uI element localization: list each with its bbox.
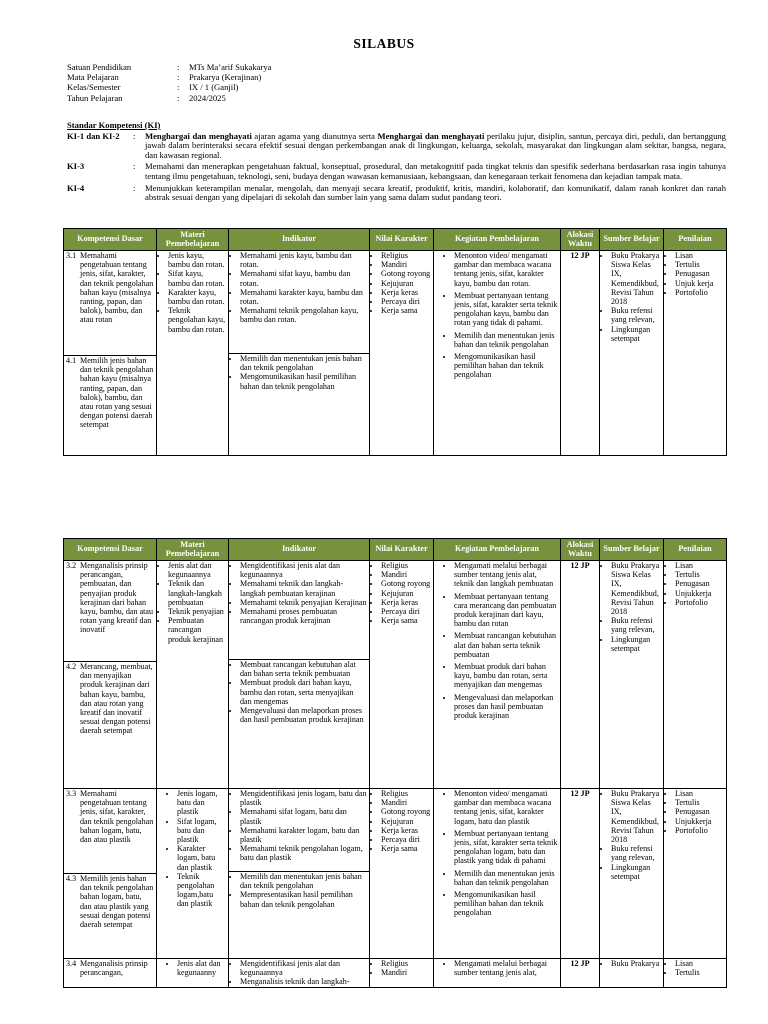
indikator-cell [229, 789, 370, 959]
list-item: • Lingkungan setempat [611, 863, 661, 881]
sumber-belajar-cell [600, 561, 664, 789]
list-item: • Portofolio [675, 288, 724, 297]
indikator-group [231, 251, 367, 353]
kompetensi-dasar-cell [64, 959, 157, 988]
column-header: Sumber Belajar [600, 229, 664, 251]
bullet-list [231, 561, 367, 625]
list-item: • Karakter logam, batu dan plastik [177, 844, 226, 872]
table-row [64, 959, 727, 988]
list-item: • Penugasan [675, 269, 724, 278]
list-item: • Tertulis [675, 260, 724, 269]
indikator-cell [229, 251, 370, 456]
column-header: Materi Pemebelajaran [157, 229, 229, 251]
kd-item [66, 561, 154, 661]
column-header: Kompetensi Dasar [64, 229, 157, 251]
list-item: • Religius [381, 789, 431, 798]
list-item: • Membuat pertanyaan tentang cara merancang dan pembuatan produk kerajinan dari kayu, bambu dan rotan [454, 592, 558, 629]
column-header: Indikator [229, 539, 370, 561]
list-item: • Mandiri [381, 798, 431, 807]
list-item: • Portofolio [675, 826, 724, 835]
ki-row: KI-1 dan KI-2 : Menghargai dan menghayati ajaran agama yang dianutnya serta Menghargai dan menghayati perilaku jujur, disiplin, santun, percaya diri, peduli, dan bertanggung jawab dalam berinteraksi secara efektif sesuai dengan perkembangan anak di lingkungan, keluarga, sekolah, masyarakat dan lingkungan alam sekitar, bangsa, negara, dan kawasan regional. [67, 130, 726, 160]
bullet-list [602, 959, 661, 968]
list-item: • Lisan [675, 789, 724, 798]
info-value: IX / 1 (Ganjil) [189, 82, 239, 93]
bullet-list [602, 789, 661, 881]
list-item: • Memilih dan menentukan jenis bahan dan teknik pengolahan [454, 869, 558, 887]
column-header: Penilaian [664, 539, 727, 561]
info-row: Kelas/Semester : IX / 1 (Ganjil) [67, 82, 239, 93]
list-item: • Lisan [675, 561, 724, 570]
list-item: • Mandiri [381, 260, 431, 269]
list-item: • Unjukkerja [675, 589, 724, 598]
kd-number: 4.3 [66, 874, 77, 883]
info-value: Prakarya (Kerajinan) [189, 72, 262, 83]
list-item: • Mengomunikasikan hasil pemilihan bahan dan teknik pengolahan [454, 890, 558, 918]
standar-kompetensi [67, 121, 726, 205]
table-row [64, 561, 727, 789]
list-item: • Membuat rancangan kebutuhan alat dan bahan serta teknik pembuatan [240, 660, 367, 678]
bullet-list [231, 789, 367, 863]
list-item: • Memahami proses pembuatan rancangan produk kerajinan [240, 607, 367, 625]
list-item: • Teknik penyajian [168, 607, 226, 616]
indikator-cell [229, 959, 370, 988]
list-item: • Tertulis [675, 798, 724, 807]
kd-number: 4.1 [66, 356, 77, 365]
indikator-group [229, 871, 369, 909]
list-item: • Buku refensi yang relevan, [611, 844, 661, 862]
column-header: Alokasi Waktu [561, 539, 600, 561]
list-item: • Kerja sama [381, 306, 431, 315]
list-item: • Buku refensi yang relevan, [611, 616, 661, 634]
list-item: • Memahami sifat kayu, bambu dan rotan. [240, 269, 367, 287]
list-item: • Jenis logam, batu dan plastik [177, 789, 226, 817]
list-item: • Menganalisis teknik dan langkah- [240, 977, 367, 986]
list-item: • Mengamati melalui berbagai sumber tentang jenis alat, teknik dan langkah pembuatan [454, 561, 558, 589]
kd-item [64, 873, 156, 929]
penilaian-cell [664, 561, 727, 789]
column-header: Sumber Belajar [600, 539, 664, 561]
list-item: • Percaya diri [381, 607, 431, 616]
bullet-list [159, 251, 226, 334]
penilaian-cell [664, 251, 727, 456]
list-item: • Teknik dan langkah-langkah pembuatan [168, 579, 226, 607]
penilaian-cell [664, 789, 727, 959]
kegiatan-cell [434, 959, 561, 988]
bullet-list [231, 959, 367, 987]
list-item: • Jenis alat dan kegunaannya [168, 561, 226, 579]
list-item: • Jenis alat dan kegunaanny [177, 959, 226, 977]
bullet-list [666, 959, 724, 977]
kegiatan-cell [434, 789, 561, 959]
list-item: • Memahami teknik dan langkah-langkah pembuatan kerajinan [240, 579, 367, 597]
info-value: 2024/2025 [189, 92, 226, 103]
list-item: • Lingkungan setempat [611, 325, 661, 343]
bullet-list [666, 561, 724, 607]
ki-text: Menunjukkan keterampilan menalar, mengolah, dan menyaji secara kreatif, produktif, kritis, mandiri, kolaboratif, dan komunikatif, dalam ranah konkret dan ranah abstrak sesuai dengan yang dipelajari di sekolah dan sumber lain yang sama dalam sudut pandang teori. [145, 182, 726, 203]
list-item: • Religius [381, 251, 431, 260]
list-item: • Buku Prakarya Siswa Kelas IX, Kemendikbud, Revisi Tahun 2018 [611, 789, 661, 844]
list-item: • Kejujuran [381, 589, 431, 598]
list-item: • Kejujuran [381, 817, 431, 826]
list-item: • Sifat logam, batu dan plastik [177, 817, 226, 845]
ki-text: Memahami dan menerapkan pengetahuan faktual, konseptual, prosedural, dan metakognitif pada tingkat teknis dan spesifik sederhana berdasarkan rasa ingin tahunya tentang ilmu pengetahuan, teknologi, seni, budaya dengan wawasan kemanusiaan, kebangsaan, dan kenegaraan terkait fenomena dan kejadian tampak mata. [145, 161, 726, 181]
list-item: • Teknik pengolahan logam,batu dan plastik [177, 872, 226, 909]
list-item: • Memahami teknik penyajian Kerajinan [240, 598, 367, 607]
list-item: • Mengidentifikasi jenis logam, batu dan plastik [240, 789, 367, 807]
kd-number: 4.2 [66, 662, 77, 671]
column-header: Penilaian [664, 229, 727, 251]
alokasi-waktu-cell: 12 JP [561, 561, 600, 789]
bullet-list [159, 959, 226, 977]
column-header: Materi Pemebelajaran [157, 539, 229, 561]
bullet-list [372, 789, 431, 853]
alokasi-waktu-cell: 12 JP [561, 789, 600, 959]
kompetensi-dasar-cell [64, 789, 157, 959]
list-item: • Portofolio [675, 598, 724, 607]
penilaian-cell [664, 959, 727, 988]
standar-heading: Standar Kompetensi (KI) [67, 120, 161, 130]
list-item: • Percaya diri [381, 297, 431, 306]
list-item: • Buku refensi yang relevan, [611, 306, 661, 324]
list-item: • Mengidentifikasi jenis alat dan kegunaannya [240, 561, 367, 579]
nilai-karakter-cell [370, 789, 434, 959]
list-item: • Buku Prakarya Siswa Kelas IX, Kemendikbud, Revisi Tahun 2018 [611, 561, 661, 616]
bullet-list [231, 251, 367, 325]
bullet-list [602, 561, 661, 653]
info-row: Tahun Pelajaran : 2024/2025 [67, 92, 226, 103]
sumber-belajar-cell [600, 251, 664, 456]
materi-cell [157, 789, 229, 959]
ki-label: KI-3 [67, 161, 85, 172]
kd-text: Menganalisis prinsip perancangan, pembuatan, dan penyajian produk kerajinan dari bahan kayu, bambu, dan atau rotan yang kreatif dan inovatif [80, 561, 154, 635]
table-row [64, 251, 727, 456]
kd-text: Memilih jenis bahan dan teknik pengolahan bahan kayu (misalnya ranting, papan, dan balok), bambu, dan atau rotan yang sesuai dengan potensi daerah setempat [80, 356, 154, 430]
list-item: • Tertulis [675, 570, 724, 579]
list-item: • Mengamati melalui berbagai sumber tentang jenis alat, [454, 959, 558, 977]
list-item: • Buku Prakarya [611, 959, 661, 968]
materi-cell [157, 251, 229, 456]
sumber-belajar-cell [600, 959, 664, 988]
bullet-list [666, 251, 724, 297]
list-item: • Penugasan [675, 807, 724, 816]
list-item: • Mempresentasikan hasil pemilihan bahan dan teknik pengolahan [240, 890, 367, 908]
bullet-list [436, 959, 558, 977]
list-item: • Jenis kayu, bambu dan rotan. [168, 251, 226, 269]
list-item: • Percaya diri [381, 835, 431, 844]
kd-text: Merancang, membuat, dan menyajikan produk kerajinan dari bahan kayu, bambu, dan atau rotan yang kreatif dan inovatif sesuai dengan potensi daerah setempat [80, 662, 153, 736]
kd-number: 3.2 [66, 561, 77, 570]
list-item: • Lisan [675, 959, 724, 968]
list-item: • Memilih dan menentukan jenis bahan dan teknik pengolahan [454, 331, 558, 349]
info-label: Tahun Pelajaran [67, 92, 123, 103]
alokasi-waktu-cell: 12 JP [561, 959, 600, 988]
list-item: • Gotong royong [381, 269, 431, 278]
list-item: • Kerja sama [381, 616, 431, 625]
info-label: Satuan Pendidikan [67, 62, 132, 72]
list-item: • Memahami teknik pengolahan logam, batu dan plastik [240, 844, 367, 862]
indikator-group [231, 789, 367, 871]
list-item: • Kerja keras [381, 598, 431, 607]
ki-row: KI-3 : Memahami dan menerapkan pengetahuan faktual, konseptual, prosedural, dan metakognitif pada tingkat teknis dan spesifik sederhana berdasarkan rasa ingin tahunya tentang ilmu pengetahuan, teknologi, seni, budaya dengan wawasan kemanusiaan, kebangsaan, dan kenegaraan terkait fenomena dan kejadian tampak mata. [67, 161, 726, 181]
table-header-row [64, 229, 727, 251]
sumber-belajar-cell [600, 789, 664, 959]
bullet-list [436, 561, 558, 720]
kd-text: Memahami pengetahuan tentang jenis, sifat, karakter, dan teknik pengolahan bahan kayu (misalnya ranting, papan, dan balok), bambu, dan atau rotan [80, 251, 154, 325]
kd-number: 3.4 [66, 959, 77, 968]
list-item: • Kejujuran [381, 279, 431, 288]
list-item: • Buku Prakarya Siswa Kelas IX, Kemendikbud, Revisi Tahun 2018 [611, 251, 661, 306]
list-item: • Unjukkerja [675, 817, 724, 826]
bullet-list [231, 354, 367, 391]
list-item: • Menonton video/ mengamati gambar dan membaca wacana tentang jenis, sifat, karakter kayu, bambu dan rotan. [454, 251, 558, 288]
materi-cell [157, 959, 229, 988]
list-item: • Membuat pertanyaan tentang jenis, sifat, karakter serta teknik pengolahan kayu, bambu dan rotan yang tidak di pahami. [454, 291, 558, 328]
info-label: Kelas/Semester [67, 82, 121, 93]
indikator-group [229, 659, 369, 724]
bullet-list [436, 251, 558, 380]
list-item: • Membuat rancangan kebutuhan alat dan bahan serta teknik pembuatan [454, 631, 558, 659]
list-item: • Mandiri [381, 570, 431, 579]
bullet-list [666, 789, 724, 835]
bullet-list [159, 789, 226, 909]
list-item: • Memahami jenis kayu, bambu dan rotan. [240, 251, 367, 269]
list-item: • Mengidentifikasi jenis alat dan kegunaannya [240, 959, 367, 977]
kompetensi-dasar-cell [64, 561, 157, 789]
ki-label: KI-4 [67, 182, 85, 193]
column-header: Kegiatan Pembelajaran [434, 229, 561, 251]
table-header-row [64, 539, 727, 561]
column-header: Alokasi Waktu [561, 229, 600, 251]
column-header: Nilai Karakter [370, 539, 434, 561]
kompetensi-dasar-cell [64, 251, 157, 456]
list-item: • Membuat produk dari bahan kayu, bambu dan rotan, serta menyajikan dan mengemas [240, 678, 367, 706]
indikator-cell [229, 561, 370, 789]
materi-cell [157, 561, 229, 789]
column-header: Nilai Karakter [370, 229, 434, 251]
list-item: • Pembuatan rancangan produk kerajinan [168, 616, 226, 644]
bullet-list [436, 789, 558, 918]
bullet-list [372, 561, 431, 625]
list-item: • Kerja keras [381, 288, 431, 297]
nilai-karakter-cell [370, 959, 434, 988]
column-header: Kegiatan Pembelajaran [434, 539, 561, 561]
indikator-group [231, 561, 367, 659]
kd-item [66, 251, 154, 355]
list-item: • Mengevaluasi dan melaporkan proses dan hasil pembuatan produk kerajinan [240, 706, 367, 724]
ki-label: KI-1 dan KI-2 [67, 130, 120, 141]
list-item: • Kerja keras [381, 826, 431, 835]
list-item: • Unjuk kerja [675, 279, 724, 288]
alokasi-waktu-cell: 12 JP [561, 251, 600, 456]
list-item: • Memilih dan menentukan jenis bahan dan teknik pengolahan [240, 872, 367, 890]
list-item: • Memilih dan menentukan jenis bahan dan teknik pengolahan [240, 354, 367, 372]
info-value: MTs Ma’arif Sukakarya [189, 62, 272, 72]
list-item: • Gotong royong [381, 579, 431, 588]
list-item: • Karakter kayu, bambu dan rotan. [168, 288, 226, 306]
indikator-group [229, 353, 369, 391]
info-row: Satuan Pendidikan : MTs Ma’arif Sukakarya [67, 62, 272, 72]
list-item: • Memahami karakter kayu, bambu dan rotan. [240, 288, 367, 306]
list-item: • Memahami teknik pengolahan kayu, bambu dan rotan. [240, 306, 367, 324]
kegiatan-cell [434, 251, 561, 456]
list-item: • Lingkungan setempat [611, 635, 661, 653]
list-item: • Mengevaluasi dan melaporkan proses dan hasil pembuatan produk kerajinan [454, 693, 558, 721]
info-label: Mata Pelajaran [67, 72, 119, 83]
bullet-list [231, 660, 367, 724]
bullet-list [159, 561, 226, 644]
list-item: • Tertulis [675, 968, 724, 977]
column-header: Kompetensi Dasar [64, 539, 157, 561]
identity-block [67, 62, 271, 103]
ki-text: Menghargai dan menghayati ajaran agama yang dianutnya serta Menghargai dan menghayati perilaku jujur, disiplin, santun, percaya diri, peduli, dan bertanggung jawab dalam berinteraksi secara efektif sesuai dengan perkembangan anak di lingkungan, keluarga, sekolah, masyarakat dan lingkungan alam sekitar, bangsa, negara, dan kawasan regional. [145, 130, 726, 160]
table-row [64, 789, 727, 959]
column-header: Indikator [229, 229, 370, 251]
list-item: • Membuat pertanyaan tentang jenis, sifat, karakter serta teknik pengolahan logam, batu dan plastik yang tidak di pahami [454, 829, 558, 866]
list-item: • Penugasan [675, 579, 724, 588]
kd-text: Memahami pengetahuan tentang jenis, sifat, karakter, dan teknik pengolahan bahan logam, batu, dan atau plastik [80, 789, 154, 845]
bullet-list [372, 959, 431, 977]
bullet-list [602, 251, 661, 343]
nilai-karakter-cell [370, 561, 434, 789]
list-item: • Religius [381, 561, 431, 570]
bullet-list [231, 872, 367, 909]
page-title: SILABUS [353, 36, 415, 51]
kd-text: Menganalisis prinsip perancangan, [80, 959, 148, 978]
list-item: • Memahami karakter logam, batu dan plastik [240, 826, 367, 844]
list-item: • Kerja sama [381, 844, 431, 853]
kd-number: 3.1 [66, 251, 77, 260]
list-item: • Lisan [675, 251, 724, 260]
kegiatan-cell [434, 561, 561, 789]
list-item: • Sifat kayu, bambu dan rotan. [168, 269, 226, 287]
bullet-list [372, 251, 431, 315]
syllabus-table-2 [63, 538, 727, 988]
kd-item [66, 959, 154, 977]
list-item: • Mengomunikasikan hasil pemilihan bahan dan teknik pengolahan [240, 372, 367, 390]
kd-item [64, 355, 156, 430]
kd-item [66, 789, 154, 873]
list-item: • Teknik pengolahan kayu, bambu dan rotan. [168, 306, 226, 334]
nilai-karakter-cell [370, 251, 434, 456]
kd-item [64, 661, 156, 736]
kd-number: 3.3 [66, 789, 77, 798]
list-item: • Membuat produk dari bahan kayu, bambu dan rotan, serta menyajikan dan mengemas [454, 662, 558, 690]
list-item: • Memahami sifat logam, batu dan plastik [240, 807, 367, 825]
list-item: • Mandiri [381, 968, 431, 977]
info-row: Mata Pelajaran : Prakarya (Kerajinan) [67, 72, 262, 83]
list-item: • Religius [381, 959, 431, 968]
syllabus-table-1 [63, 228, 727, 456]
indikator-group [231, 959, 367, 987]
list-item: • Gotong royong [381, 807, 431, 816]
kd-text: Memilih jenis bahan dan teknik pengolahan bahan logam, batu, dan atau plastik yang sesuai dengan potensi daerah setempat [80, 874, 154, 930]
list-item: • Mengomunikasikan hasil pemilihan bahan dan teknik pengolahan [454, 352, 558, 380]
list-item: • Menonton video/ mengamati gambar dan membaca wacana tentang jenis, sifat, karakter logam, batu dan plastik [454, 789, 558, 826]
ki-row: KI-4 : Menunjukkan keterampilan menalar, mengolah, dan menyaji secara kreatif, produktif, kritis, mandiri, kolaboratif, dan komunikatif, dalam ranah konkret dan ranah abstrak sesuai dengan yang dipelajari di sekolah dan sumber lain yang sama dalam sudut pandang teori. [67, 182, 726, 203]
